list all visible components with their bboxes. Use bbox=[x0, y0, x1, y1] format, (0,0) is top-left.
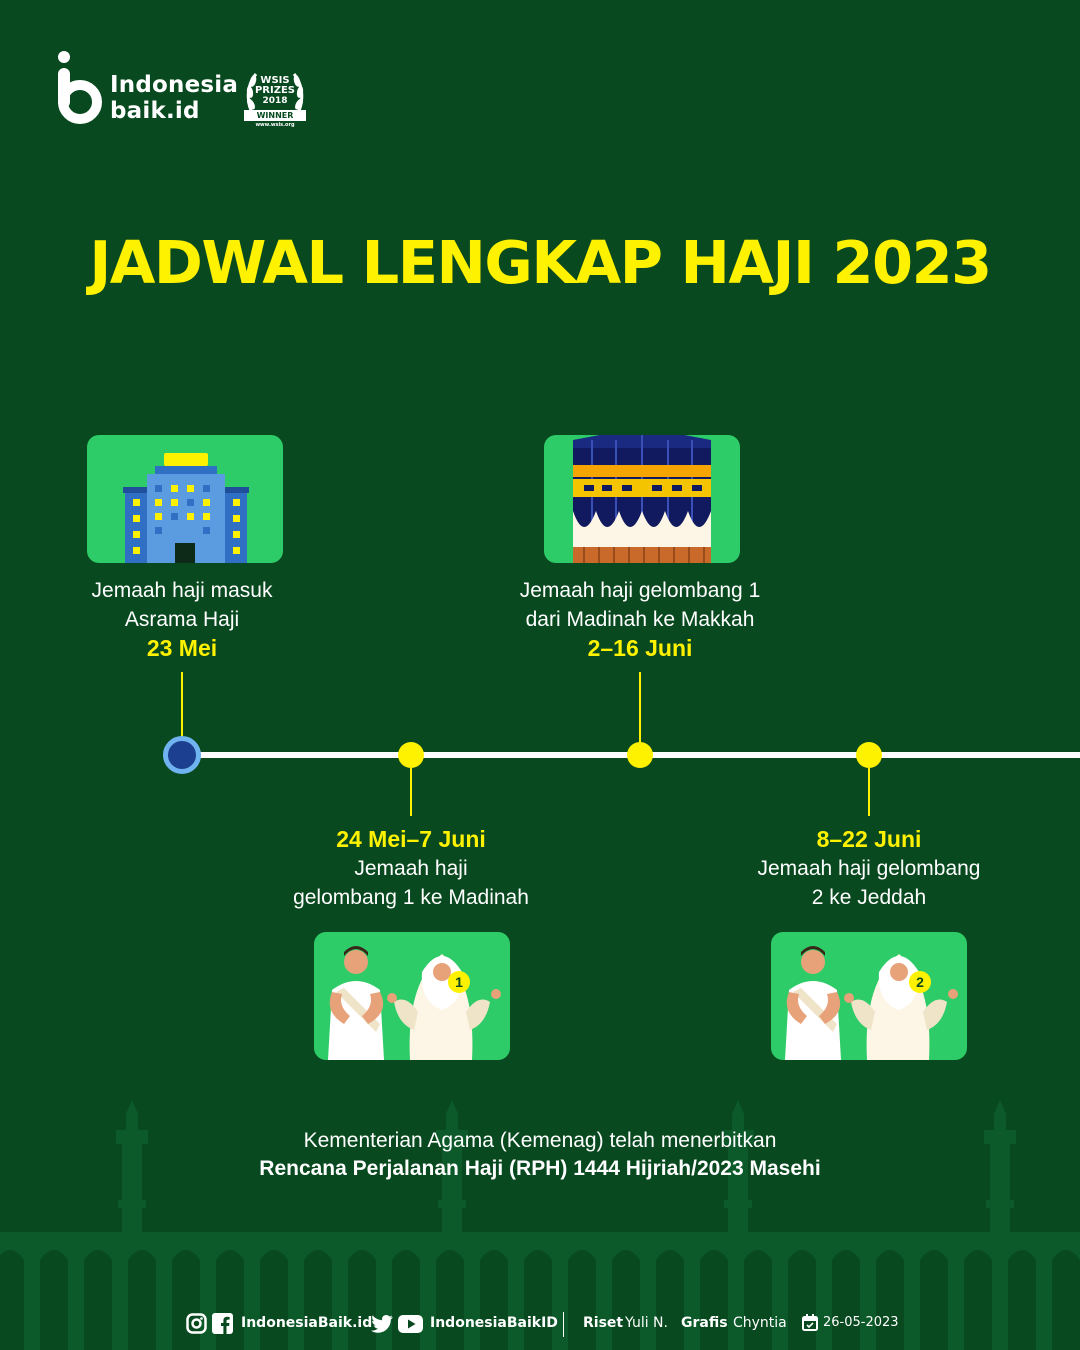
timeline-start-dot bbox=[163, 736, 201, 774]
hotel-window bbox=[155, 513, 162, 520]
source-note-line1: Kementerian Agama (Kemenag) telah menerbitkan bbox=[303, 1129, 777, 1152]
timeline-dot-2 bbox=[398, 742, 424, 768]
youtube-icon[interactable] bbox=[398, 1315, 423, 1333]
event-label-2 bbox=[250, 825, 572, 912]
instagram-icon[interactable] bbox=[186, 1313, 207, 1334]
hotel-window bbox=[187, 485, 194, 492]
ib-logo-icon bbox=[56, 50, 104, 126]
indonesiabaik-logo bbox=[56, 50, 316, 134]
event-card-1 bbox=[87, 435, 283, 563]
facebook-icon[interactable] bbox=[212, 1313, 233, 1334]
hotel-window bbox=[155, 485, 162, 492]
hotel-window bbox=[155, 527, 162, 534]
hotel-window bbox=[133, 515, 140, 522]
grafis-name: Chyntia bbox=[733, 1315, 787, 1331]
hotel-window bbox=[233, 499, 240, 506]
hotel-window bbox=[233, 547, 240, 554]
timeline-stem-4 bbox=[868, 768, 870, 816]
publish-date: 26-05-2023 bbox=[823, 1315, 899, 1330]
wave-1-badge: 1 bbox=[448, 971, 470, 993]
award-line2: PRIZES bbox=[254, 85, 296, 96]
logo-wordmark bbox=[110, 72, 238, 124]
hotel-window bbox=[187, 513, 194, 520]
riset-label: Riset bbox=[583, 1315, 624, 1331]
logo-line1: Indonesia bbox=[110, 72, 239, 98]
award-line4: WINNER bbox=[256, 111, 294, 120]
event-4-date: 8–22 Juni bbox=[816, 826, 922, 852]
hotel-window bbox=[155, 499, 162, 506]
source-note bbox=[0, 1127, 1080, 1183]
event-3-line1: Jemaah haji gelombang 1 bbox=[519, 579, 761, 602]
hotel-window bbox=[203, 513, 210, 520]
footer-divider bbox=[563, 1312, 564, 1337]
hotel-window bbox=[171, 485, 178, 492]
timeline-stem-2 bbox=[410, 768, 412, 816]
event-1-line2: Asrama Haji bbox=[124, 608, 240, 631]
event-2-line2: gelombang 1 ke Madinah bbox=[293, 886, 529, 909]
hotel-window bbox=[171, 513, 178, 520]
event-label-3 bbox=[470, 576, 810, 663]
hotel-window bbox=[233, 531, 240, 538]
hotel-window bbox=[133, 499, 140, 506]
hotel-window bbox=[133, 547, 140, 554]
award-line3: 2018 bbox=[262, 96, 288, 106]
calendar-icon bbox=[802, 1314, 818, 1331]
timeline-dot-4 bbox=[856, 742, 882, 768]
footer-bar bbox=[0, 1300, 1080, 1350]
hotel-window bbox=[187, 499, 194, 506]
timeline-dot-3 bbox=[627, 742, 653, 768]
award-line5: www.wsis.org bbox=[255, 122, 295, 128]
source-note-line2: Rencana Perjalanan Haji (RPH) 1444 Hijriah/2023 Masehi bbox=[259, 1157, 821, 1180]
event-3-date: 2–16 Juni bbox=[587, 635, 693, 661]
wsis-award-badge bbox=[242, 64, 308, 130]
page-title: JADWAL LENGKAP HAJI 2023 bbox=[89, 228, 991, 297]
grafis-label: Grafis bbox=[681, 1315, 728, 1331]
event-4-line1: Jemaah haji gelombang bbox=[757, 857, 981, 880]
event-2-date: 24 Mei–7 Juni bbox=[336, 826, 486, 852]
event-card-2 bbox=[314, 932, 510, 1060]
twitter-icon[interactable] bbox=[371, 1315, 393, 1333]
riset-name: Yuli N. bbox=[625, 1315, 668, 1331]
event-3-line2: dari Madinah ke Makkah bbox=[525, 608, 755, 631]
event-label-4 bbox=[720, 825, 1018, 912]
hotel-window bbox=[133, 531, 140, 538]
award-line1: WSIS bbox=[260, 75, 290, 86]
hotel-window bbox=[203, 485, 210, 492]
wave-2-badge: 2 bbox=[909, 971, 931, 993]
timeline-stem-1 bbox=[181, 672, 183, 738]
timeline-stem-3 bbox=[639, 672, 641, 744]
event-1-date: 23 Mei bbox=[146, 635, 218, 661]
event-4-line2: 2 ke Jeddah bbox=[811, 886, 927, 909]
hotel-window bbox=[203, 499, 210, 506]
event-card-4 bbox=[771, 932, 967, 1060]
event-label-1 bbox=[52, 576, 312, 663]
hotel-window bbox=[233, 515, 240, 522]
kaaba-icon bbox=[544, 435, 740, 563]
pilgrims-wave-1-icon bbox=[314, 932, 510, 1060]
hotel-building-icon bbox=[87, 435, 283, 563]
footer-handle-1[interactable]: IndonesiaBaik.id bbox=[241, 1315, 373, 1331]
event-card-3 bbox=[544, 435, 740, 563]
pilgrims-wave-2-icon bbox=[771, 932, 967, 1060]
hotel-window bbox=[171, 499, 178, 506]
event-2-line1: Jemaah haji bbox=[354, 857, 468, 880]
logo-line2: baik.id bbox=[110, 98, 200, 124]
hotel-window bbox=[203, 527, 210, 534]
event-1-line1: Jemaah haji masuk bbox=[91, 579, 273, 602]
footer-handle-2[interactable]: IndonesiaBaikID bbox=[430, 1315, 558, 1331]
